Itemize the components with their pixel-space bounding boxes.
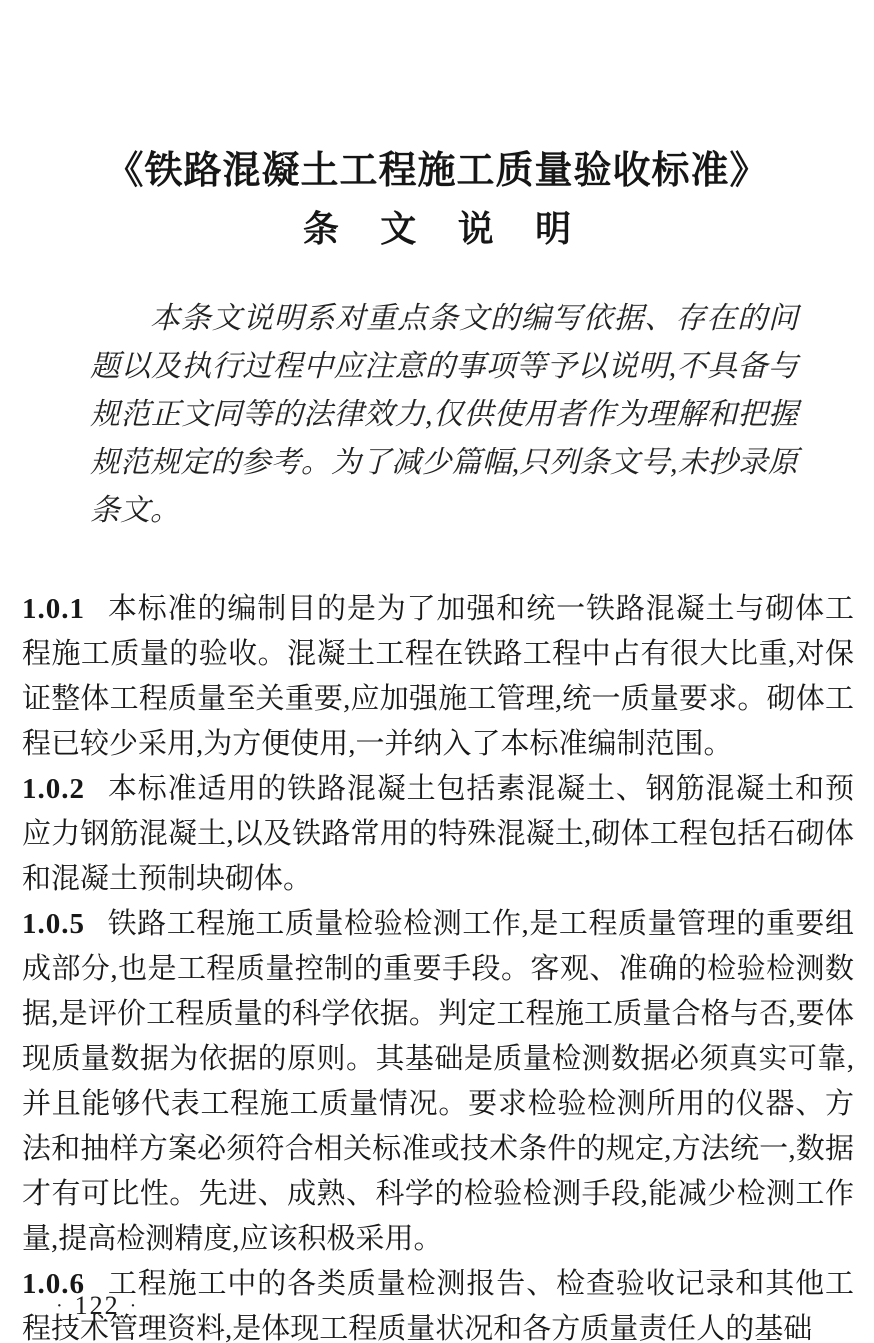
clause-number: 1.0.1 [22, 592, 85, 625]
doc-subtitle: 条 文 说 明 [302, 208, 588, 249]
clause-number: 1.0.6 [22, 1267, 85, 1300]
clause-paragraph [22, 767, 854, 902]
footer-right-dot: · [129, 1295, 139, 1317]
title-block [0, 0, 874, 251]
preface-paragraph: 本条文说明系对重点条文的编写依据、存在的问题以及执行过程中应注意的事项等予以说明,不具备与规范正文同等的法律效力,仅供使用者作为理解和把握规范规定的参考。为了减少篇幅,只列条文号,未抄录原条文。 [90, 301, 798, 527]
page-footer [46, 1291, 148, 1321]
clause-paragraph [22, 587, 854, 767]
clause-text: 本标准适用的铁路混凝土包括素混凝土、钢筋混凝土和预应力钢筋混凝土,以及铁路常用的特殊混凝土,砌体工程包括石砌体和混凝土预制块砌体。 [22, 772, 854, 895]
clause-paragraph [22, 902, 854, 1262]
footer-left-dot: · [56, 1295, 65, 1317]
clause-text: 铁路工程施工质量检验检测工作,是工程质量管理的重要组成部分,也是工程质量控制的重要手段。客观、准确的检验检测数据,是评价工程质量的科学依据。判定工程施工质量合格与否,要体现质量数据为依据的原则。其基础是质量检测数据必须真实可靠,并且能够代表工程施工质量情况。要求检验检测所用的仪器、方法和抽样方案必须符合相关标准或技术条件的规定,方法统一,数据才有可比性。先进、成熟、科学的检验检测手段,能减少检测工作量,提高检测精度,应该积极采用。 [22, 907, 854, 1255]
doc-title: 《铁路混凝土工程施工质量验收标准》 [105, 150, 769, 192]
clause-text: 本标准的编制目的是为了加强和统一铁路混凝土与砌体工程施工质量的验收。混凝土工程在铁路工程中占有很大比重,对保证整体工程质量至关重要,应加强施工管理,统一质量要求。砌体工程已较少采用,为方便使用,一并纳入了本标准编制范围。 [22, 592, 854, 760]
clause-number: 1.0.2 [22, 772, 85, 805]
page-number: 122 [74, 1291, 120, 1320]
clause-number: 1.0.5 [22, 907, 85, 940]
clauses-container [22, 587, 854, 1343]
clause-text: 工程施工中的各类质量检测报告、检查验收记录和其他工程技术管理资料,是体现工程质量状况和各方质量责任人的基础 [22, 1267, 854, 1343]
